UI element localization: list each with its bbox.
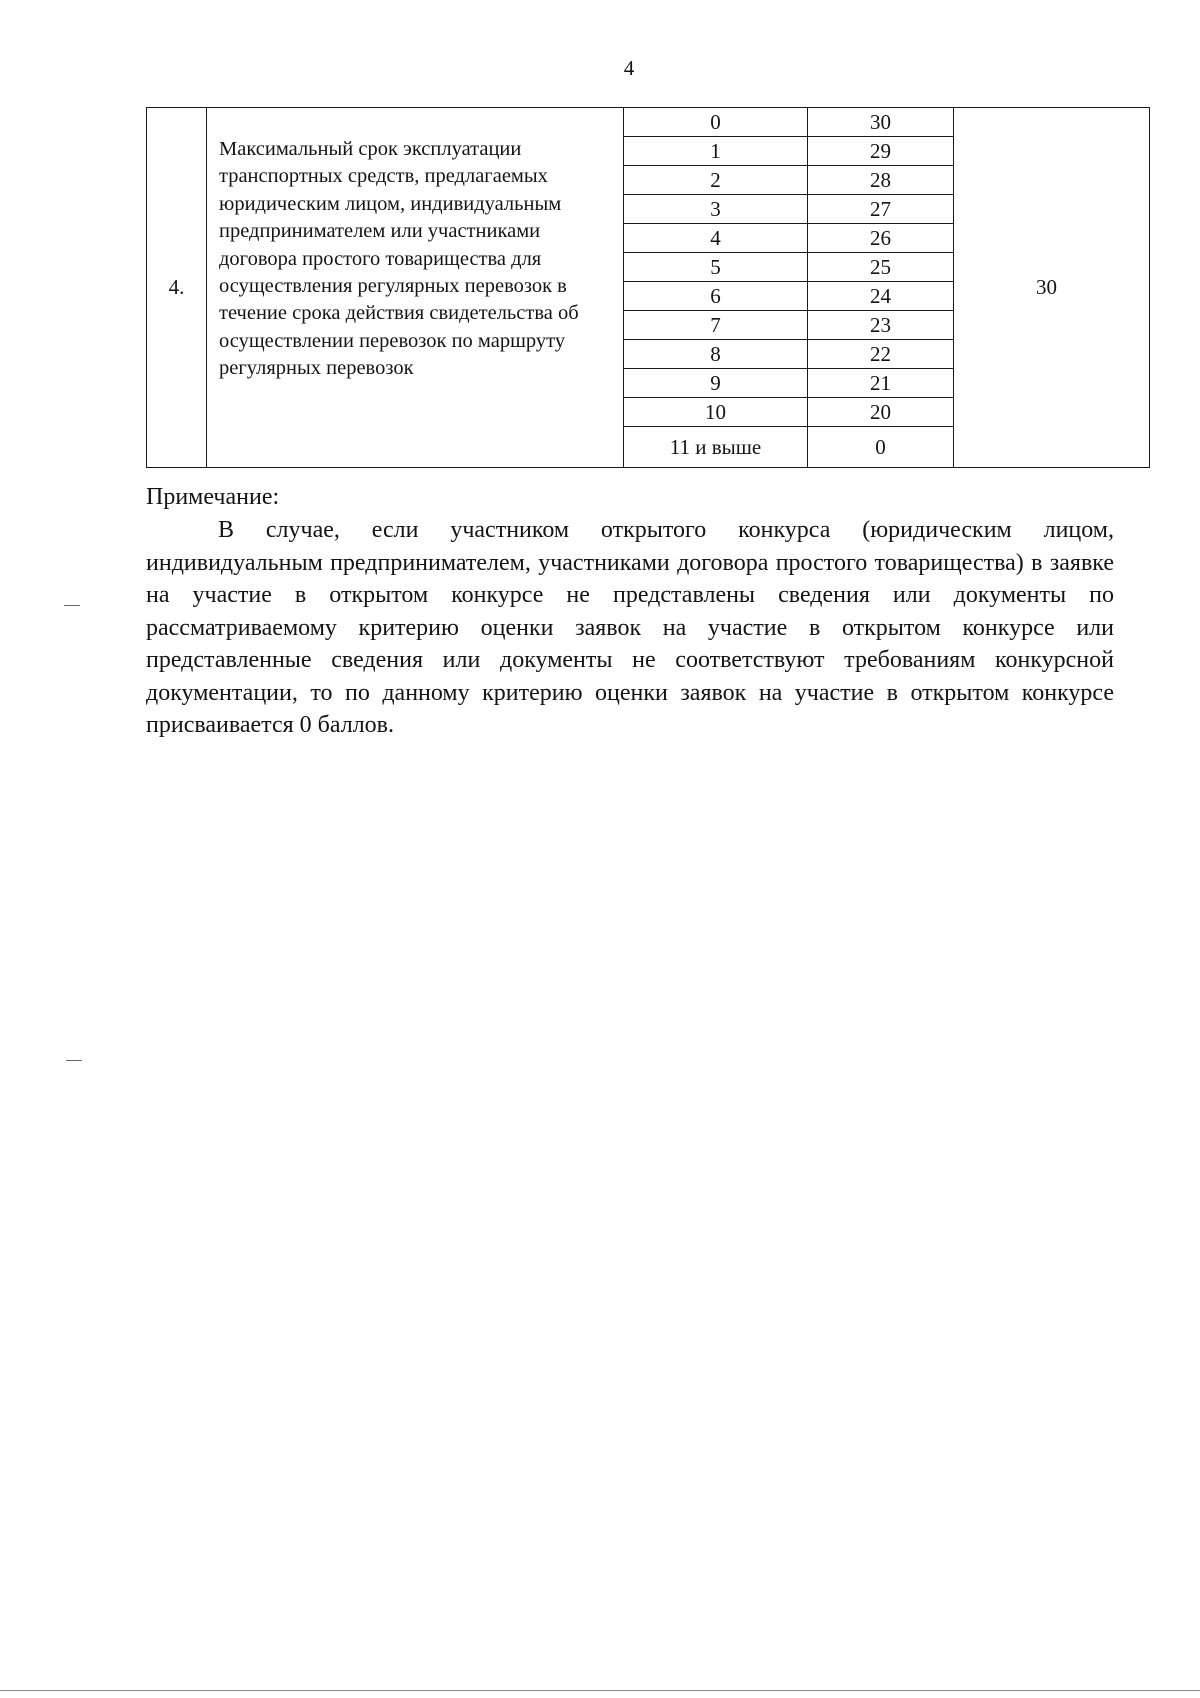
score-cell: 25: [808, 253, 954, 282]
page-number: 4: [623, 56, 635, 80]
years-cell: 9: [624, 369, 808, 398]
score-cell: 20: [808, 398, 954, 427]
score-cell: 22: [808, 340, 954, 369]
score-cell: 23: [808, 311, 954, 340]
criteria-table: [146, 107, 1150, 468]
years-cell: 3: [624, 195, 808, 224]
score-cell: 28: [808, 166, 954, 195]
years-cell: 11 и выше: [624, 427, 808, 468]
score-cell: 24: [808, 282, 954, 311]
bottom-rule: [0, 1690, 1200, 1691]
table-body: [147, 108, 1150, 468]
years-cell: 2: [624, 166, 808, 195]
years-cell: 5: [624, 253, 808, 282]
criterion-text: Максимальный срок эксплуатации транспортных средств, предлагаемых юридическим лицом, индивидуальным предпринимателем или участниками договора простого товарищества для осуществления регулярных перевозок в течение срока действия свидетельства об осуществлении перевозок по маршруту регулярных перевозок: [207, 108, 624, 468]
score-cell: 26: [808, 224, 954, 253]
score-cell: 29: [808, 137, 954, 166]
note-body: В случае, если участником открытого конкурса (юридическим лицом, индивидуальным предпринимателем, участниками договора простого товарищества) в заявке на участие в открытом конкурсе не представлены сведения или документы по рассматриваемому критерию оценки заявок на участие в открытом конкурсе или представленные сведения или документы не соответствуют требованиям конкурсной документации, то по данному критерию оценки заявок на участие в открытом конкурсе присваивается 0 баллов.: [146, 517, 1114, 738]
score-cell: 0: [808, 427, 954, 468]
score-cell: 21: [808, 369, 954, 398]
years-cell: 8: [624, 340, 808, 369]
years-cell: 6: [624, 282, 808, 311]
margin-mark: [64, 605, 80, 606]
note-title: Примечание:: [146, 484, 280, 510]
max-score: 30: [954, 108, 1150, 468]
years-cell: 7: [624, 311, 808, 340]
table-row: [147, 108, 1150, 137]
score-cell: 30: [808, 108, 954, 137]
score-cell: 27: [808, 195, 954, 224]
years-cell: 0: [624, 108, 808, 137]
years-cell: 4: [624, 224, 808, 253]
criterion-number: 4.: [147, 108, 207, 468]
years-cell: 1: [624, 137, 808, 166]
margin-mark: [66, 1060, 82, 1061]
years-cell: 10: [624, 398, 808, 427]
